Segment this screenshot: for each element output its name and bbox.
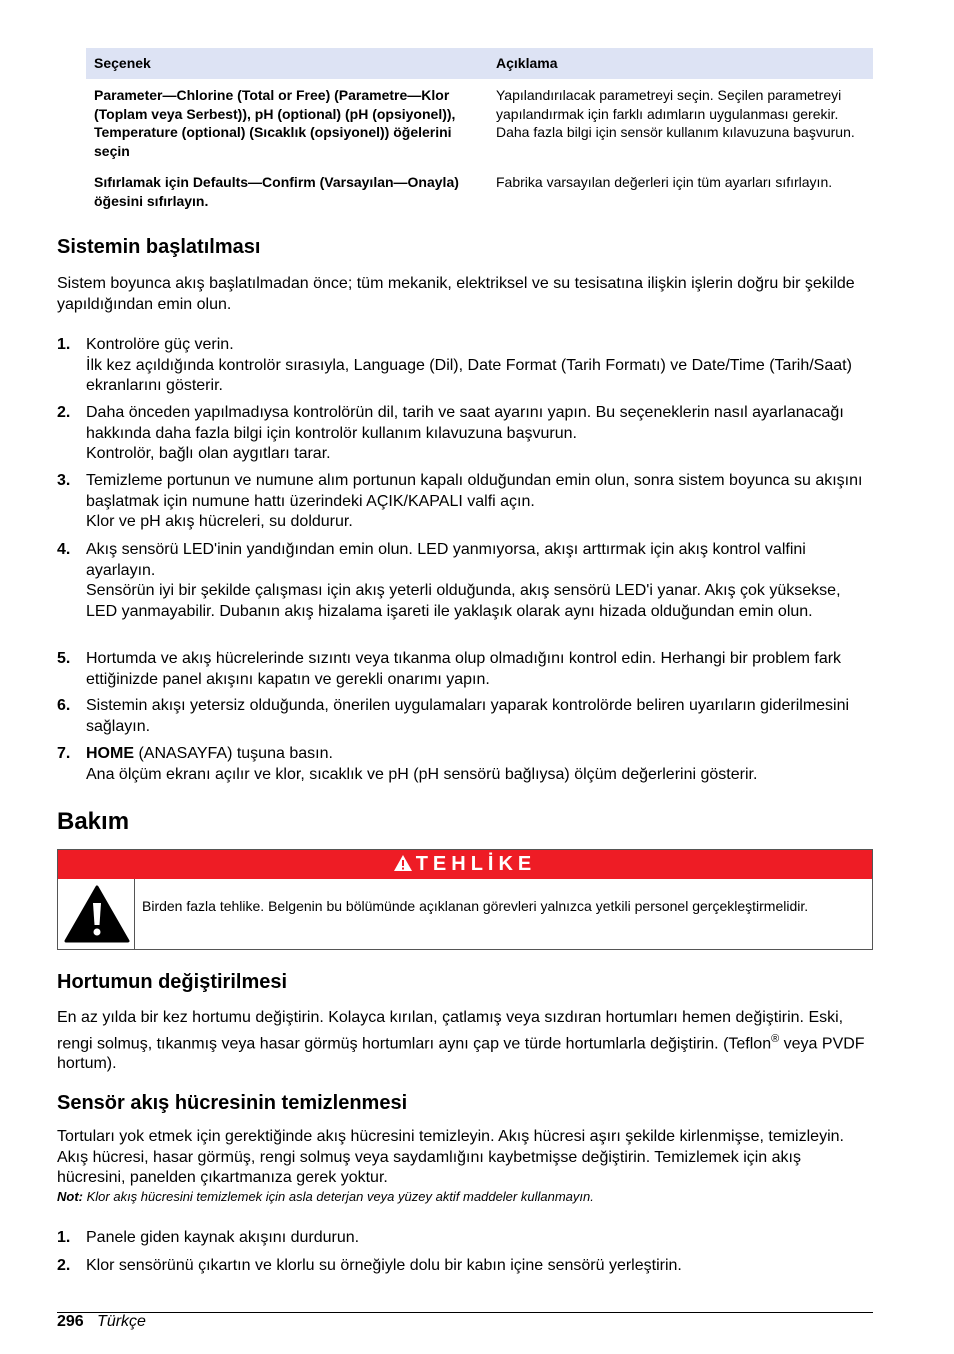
step-number: 2. [57,1257,71,1274]
danger-icon-cell [58,879,135,949]
step-number: 1. [57,1229,71,1246]
step-result: Klor ve pH akış hücreleri, su doldurur. [86,513,353,530]
step-number: 3. [57,472,71,489]
step-text: Panele giden kaynak akışını durdurun. [86,1229,360,1246]
table-header-description: Açıklama [496,55,558,71]
table-header-option: Seçenek [94,55,151,71]
step-result: Sensörün iyi bir şekilde çalışması için akış yeterli olduğunda, akış sensörü LED'i yanar. Akış çok yüksekse, LED yanmayabilir. Dubanın akış hizalama işareti ile yaklaşık olarak aynı hizada olduğundan emin olun. [86,582,841,620]
table-cell-description: Yapılandırılacak parametreyi seçin. Seçilen parametreyi yapılandırmak için farklı adımların uygulanması gerekir. Daha fazla bilgi için sensör kullanım kılavuzuna başvurun. [496,87,855,140]
step-text: Kontrolöre güç verin. [86,336,234,353]
note-text: Klor akış hücresini temizlemek için asla deterjan veya yüzey aktif maddeler kullanmayın. [83,1189,594,1204]
table-cell-description: Fabrika varsayılan değerleri için tüm ayarları sıfırlayın. [496,174,833,190]
step-number: 6. [57,697,71,714]
step-result: İlk kez açıldığında kontrolör sırasıyla, Language (Dil), Date Format (Tarih Formatı) ve Date/Time (Tarih/Saat) ekranlarını gösterir. [86,356,852,394]
section-title-tubing: Hortumun değiştirilmesi [57,971,288,993]
step-number: 1. [57,336,71,353]
home-key-label: HOME [86,745,134,762]
page-footer [57,1313,146,1331]
registered-mark: ® [771,1032,780,1045]
step-number: 5. [57,650,71,667]
tubing-text [57,1008,869,1075]
note-label: Not: [57,1189,83,1204]
step-number: 4. [57,541,71,558]
step-text: (ANASAYFA) tuşuna basın. [134,745,333,762]
step-text: Temizleme portunun ve numune alım portunun kapalı olduğundan emin olun, sonra sistem boyunca su akışını başlatmak için numune hattı üzerindeki AÇIK/KAPALI valfi açın. [86,472,863,510]
step-result: Ana ölçüm ekranı açılır ve klor, sıcaklık ve pH (pH sensörü bağlıysa) ölçüm değerlerini gösterir. [86,765,758,783]
tubing-text-b: veya PVDF hortum). [57,1034,865,1073]
step-text: Klor sensörünü çıkartın ve klorlu su örneğiyle dolu bir kabın içine sensörü yerleştirin. [86,1257,682,1274]
startup-intro: Sistem boyunca akış başlatılmadan önce; tüm mekanik, elektriksel ve su tesisatına ilişkin işlerin doğru bir şekilde yapıldığından emin olun. [57,275,855,313]
danger-label: TEHLİKE [415,853,537,875]
tubing-text-a: En az yılda bir kez hortumu değiştirin. Kolayca kırılan, çatlamış veya sızdıran hortumları hemen değiştirin. Eski, rengi solmuş, tıkanmış veya hasar görmüş hortumları aynı çap ve türde hortumlarla değiştirin. (Teflon [57,1009,844,1052]
danger-header [58,850,872,879]
step-result: Kontrolör, bağlı olan aygıtları tarar. [86,445,331,462]
danger-text: Birden fazla tehlike. Belgenin bu bölümünde açıklanan görevleri yalnızca yetkili personel gerçekleştirmelidir. [142,898,809,914]
step-text: Hortumda ve akış hücrelerinde sızıntı veya tıkanma olup olmadığını kontrol edin. Herhangi bir problem fark ettiğinizde panel akışını kapatın ve gerekli onarımı yapın. [86,650,842,688]
section-title-flowcell: Sensör akış hücresinin temizlenmesi [57,1092,408,1114]
exclamation-warning-icon [64,885,130,943]
table-cell-option: Parameter—Chlorine (Total or Free) (Parametre—Klor (Toplam veya Serbest)), pH (optional) (pH (opsiyonel)), Temperature (optional) (Sıcaklık (opsiyonel)) öğelerini seçin [94,87,456,159]
section-title-maintenance: Bakım [57,808,130,835]
step-text: Akış sensörü LED'inin yandığından emin olun. LED yanmıyorsa, akışı arttırmak için akış kontrol valfini ayarlayın. [86,541,806,579]
footer-divider [57,1312,873,1313]
section-title-startup: Sistemin başlatılması [57,236,261,258]
table-header-row [86,48,873,79]
step-number: 2. [57,404,71,421]
step-number: 7. [57,745,71,762]
danger-box [57,849,873,950]
table-cell-option: Sıfırlamak için Defaults—Confirm (Varsayılan—Onayla) öğesini sıfırlayın. [94,174,459,209]
step-text: Sistemin akışı yetersiz olduğunda, önerilen uygulamaları yaparak kontrolörde beliren uyarıların giderilmesini sağlayın. [86,697,850,735]
flowcell-intro: Tortuları yok etmek için gerektiğinde akış hücresini temizleyin. Akış hücresi aşırı şekilde kirlenmişse, temizleyin. Akış hücresi, hasar görmüş, rengi solmuş veya saydamlığını kaybetmişse değiştirin. Temizlemek için akış hücresini, panelden çıkartmanıza gerek yoktur. [57,1128,844,1186]
step-text: Daha önceden yapılmadıysa kontrolörün dil, tarih ve saat ayarını yapın. Bu seçeneklerin nasıl ayarlanacağı hakkında daha fazla bilgi için kontrolör kullanım kılavuzuna başvurun. [86,404,844,442]
page-number: 296 [57,1313,84,1330]
footer-language: Türkçe [97,1313,146,1330]
note [57,1189,594,1204]
warning-triangle-icon [394,855,412,871]
